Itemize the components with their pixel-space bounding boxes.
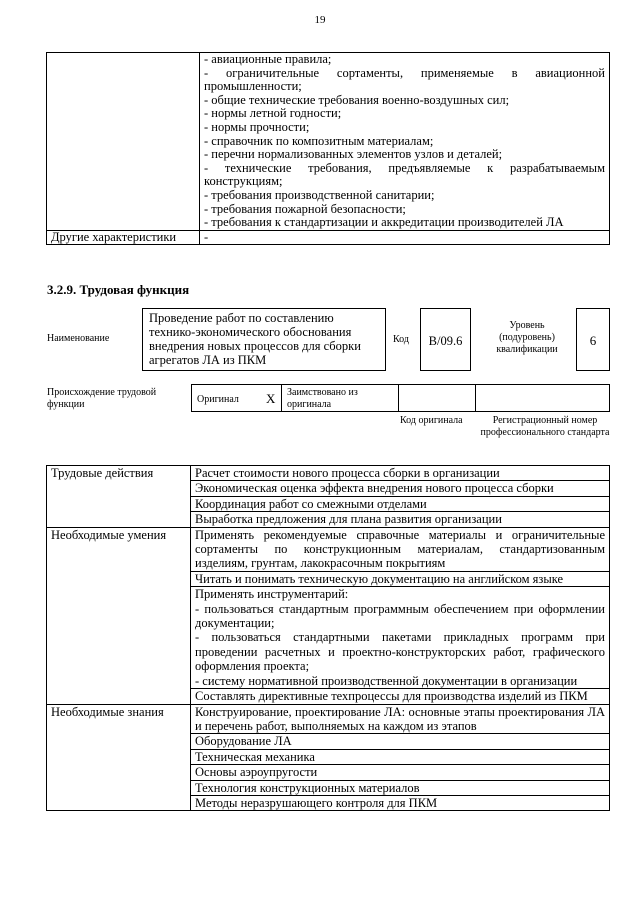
code-value: B/09.6 xyxy=(428,334,463,348)
table-cell: Читать и понимать техническую документацию на английском языке xyxy=(191,571,610,586)
labor-function-table xyxy=(46,465,610,811)
list-item: - технические требования, предъявляемые к разрабатываемым конструкциям; xyxy=(204,160,605,189)
level-value: 6 xyxy=(589,333,597,348)
table-cell: Технология конструкционных материалов xyxy=(191,780,610,795)
function-name-value: Проведение работ по составлению технико-экономического обоснования внедрения новых процессов для сборки агрегатов ЛА из ПКМ xyxy=(149,311,361,367)
table-cell: Выработка предложения для плана развития организации xyxy=(191,512,610,527)
table-cell: Применять рекомендуемые справочные материалы и ограничительные сортаменты по конструкционным материалам, стандартизованным изделиям, грунтам, лакокрасочным покрытиям xyxy=(191,527,610,571)
level-label: Уровень (подуровень) квалификации xyxy=(496,320,558,355)
list-item: - требования к стандартизации и аккредитации производителей ЛА xyxy=(204,215,564,230)
skills-tools-line: - пользоваться стандартным программным обеспечением при оформлении документации; xyxy=(195,601,605,631)
table-cell: Техническая механика xyxy=(191,749,610,764)
continuation-items-cell xyxy=(200,53,610,231)
code-label: Код xyxy=(393,334,409,345)
table-cell: Методы неразрушающего контроля для ПКМ xyxy=(191,795,610,810)
continuation-left-cell xyxy=(47,53,200,231)
list-item: - справочник по композитным материалам; xyxy=(204,133,434,148)
table-cell: Оборудование ЛА xyxy=(191,734,610,749)
origin-divider xyxy=(475,385,476,411)
original-mark: X xyxy=(266,391,276,406)
other-characteristics-label: Другие характеристики xyxy=(47,230,200,245)
origin-label: Происхождение трудовой функции xyxy=(47,387,157,410)
function-name-box xyxy=(142,308,386,371)
page-number: 19 xyxy=(314,14,326,26)
skills-tools-line: - пользоваться стандартными пакетами прикладных программ при проведении расчетных и проектно-конструкторских работ, графического оформления проекта; xyxy=(195,630,605,674)
table-cell: Расчет стоимости нового процесса сборки в организации xyxy=(191,466,610,481)
original-label: Оригинал xyxy=(197,394,239,405)
table-cell: Основы аэроупругости xyxy=(191,765,610,780)
list-item: - требования пожарной безопасности; xyxy=(204,201,406,216)
origin-box xyxy=(191,384,610,412)
list-item: - авиационные правила; xyxy=(204,52,332,66)
borrowed-label: Заимствовано из оригинала xyxy=(287,387,358,410)
origin-divider xyxy=(398,385,399,411)
skills-label: Необходимые умения xyxy=(47,527,191,704)
table-cell xyxy=(191,587,610,689)
skills-tools-title: Применять инструментарий: xyxy=(195,587,349,602)
section-title: 3.2.9. Трудовая функция xyxy=(47,282,190,297)
list-item: - нормы летной годности; xyxy=(204,106,342,121)
code-original-caption: Код оригинала xyxy=(400,415,463,426)
list-item: - ограничительные сортаменты, применяемые в авиационной промышленности; xyxy=(204,65,605,94)
table-cell: Конструирование, проектирование ЛА: основные этапы проектирования ЛА и перечень работ, выполняемых на каждом из этапов xyxy=(191,704,610,734)
continuation-table xyxy=(46,52,610,245)
list-item: - требования производственной санитарии; xyxy=(204,187,435,202)
knowledge-label: Необходимые знания xyxy=(47,704,191,811)
reg-number-caption: Регистрационный номер профессионального стандарта xyxy=(480,415,610,438)
code-box xyxy=(420,308,471,371)
labor-actions-label: Трудовые действия xyxy=(47,466,191,528)
list-item: - нормы прочности; xyxy=(204,119,310,134)
other-characteristics-value: - xyxy=(200,230,610,245)
name-label: Наименование xyxy=(47,333,110,344)
table-cell: Координация работ со смежными отделами xyxy=(191,496,610,511)
list-item: - перечни нормализованных элементов узлов и деталей; xyxy=(204,147,503,162)
level-box xyxy=(576,308,610,371)
list-item: - общие технические требования военно-воздушных сил; xyxy=(204,92,510,107)
skills-tools-line: - систему нормативной производственной документации в организации xyxy=(195,673,578,688)
table-cell: Экономическая оценка эффекта внедрения нового процесса сборки xyxy=(191,481,610,496)
origin-divider xyxy=(281,385,282,411)
table-cell: Составлять директивные техпроцессы для производства изделий из ПКМ xyxy=(191,689,610,704)
